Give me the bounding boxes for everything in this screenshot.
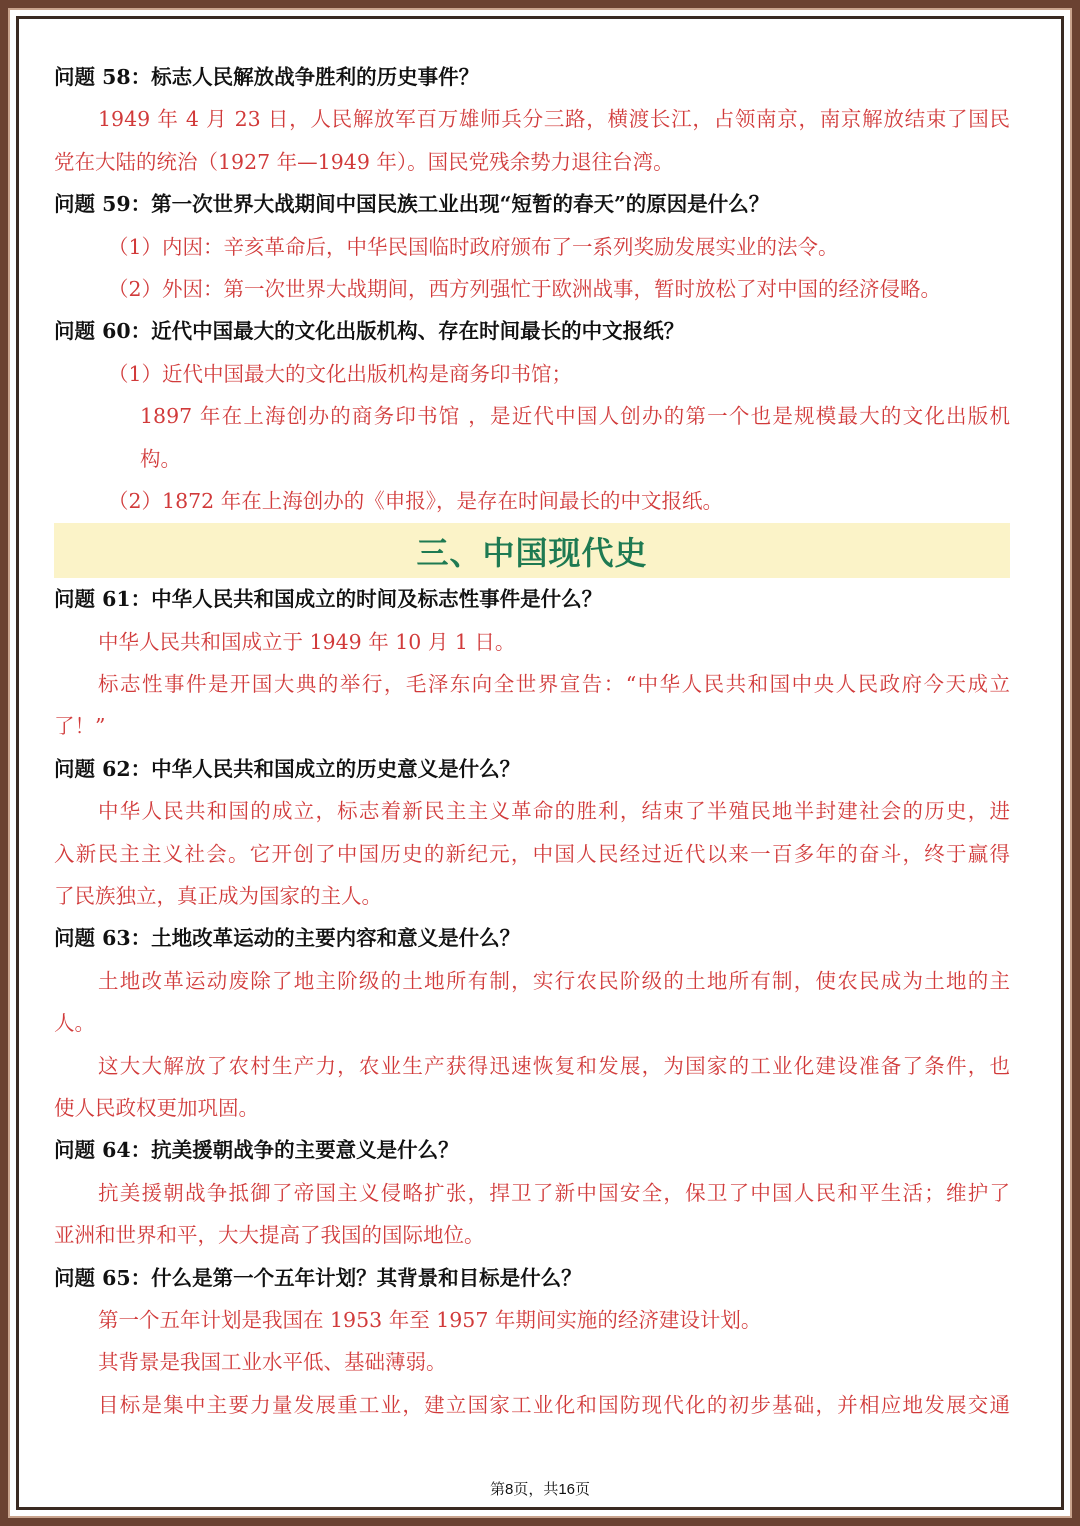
question-64-title: 问题 64：抗美援朝战争的主要意义是什么？ [54, 1138, 459, 1163]
answer-line: 亚洲和世界和平，大大提高了我国的国际地位。 [54, 1223, 485, 1248]
answer-line: 中华人民共和国成立于 1949 年 10 月 1 日。 [98, 629, 516, 654]
question-65-title: 问题 65：什么是第一个五年计划？其背景和目标是什么？ [54, 1265, 582, 1290]
question-62-title: 问题 62：中华人民共和国成立的历史意义是什么？ [54, 756, 521, 781]
section-heading: 三、中国现代史 [416, 533, 648, 572]
page-number: 第8页，共16页 [489, 1481, 591, 1498]
question-59-title: 问题 59：第一次世界大战期间中国民族工业出现“短暂的春天”的原因是什么？ [54, 192, 770, 217]
question-63-title: 问题 63：土地改革运动的主要内容和意义是什么？ [54, 926, 521, 951]
answer-line: 抗美援朝战争抵御了帝国主义侵略扩张，捍卫了新中国安全，保卫了中国人民和平生活；维护了 [98, 1180, 1010, 1205]
section-heading-band [54, 523, 1010, 578]
question-58-title: 问题 58：标志人民解放战争胜利的历史事件？ [54, 65, 480, 89]
answer-line: 土地改革运动废除了地主阶级的土地所有制，实行农民阶级的土地所有制，使农民成为土地的主 [98, 968, 1010, 993]
answer-line: （1）内因：辛亥革命后，中华民国临时政府颁布了一系列奖励发展实业的法令。 [108, 234, 839, 259]
answer-line: （2）外因：第一次世界大战期间，西方列强忙于欧洲战事，暂时放松了对中国的经济侵略。 [108, 276, 942, 301]
answer-line: 目标是集中主要力量发展重工业，建立国家工业化和国防现代化的初步基础，并相应地发展交通 [98, 1392, 1010, 1417]
answer-line: 了民族独立，真正成为国家的主人。 [54, 884, 382, 909]
answer-line: 党在大陆的统治（1927 年—1949 年）。国民党残余势力退往台湾。 [54, 149, 674, 174]
answer-line: 1949 年 4 月 23 日，人民解放军百万雄师兵分三路，横渡长江，占领南京，南京解放结束了国民 [98, 107, 1010, 132]
answer-line: 1897 年在上海创办的商务印书馆 ，是近代中国人创办的第一个也是规模最大的文化出版机 [140, 404, 1010, 429]
answer-line: 入新民主主义社会。它开创了中国历史的新纪元，中国人民经过近代以来一百多年的奋斗，终于赢得 [54, 841, 1010, 866]
question-61-title: 问题 61：中华人民共和国成立的时间及标志性事件是什么？ [54, 587, 603, 612]
answer-line: 构。 [140, 446, 181, 471]
answer-line: 了！” [54, 714, 106, 739]
answer-line: 中华人民共和国的成立，标志着新民主主义革命的胜利，结束了半殖民地半封建社会的历史，进 [98, 799, 1010, 824]
answer-line: （2）1872 年在上海创办的《申报》，是存在时间最长的中文报纸。 [108, 488, 723, 513]
answer-line: （1）近代中国最大的文化出版机构是商务印书馆； [108, 361, 573, 386]
answer-line: 这大大解放了农村生产力，农业生产获得迅速恢复和发展，为国家的工业化建设准备了条件，也 [98, 1053, 1010, 1078]
answer-line: 标志性事件是开国大典的举行，毛泽东向全世界宣告：“中华人民共和国中央人民政府今天成立 [98, 672, 1010, 697]
answer-line: 第一个五年计划是我国在 1953 年至 1957 年期间实施的经济建设计划。 [98, 1307, 762, 1332]
answer-line: 人。 [54, 1011, 95, 1036]
answer-line: 其背景是我国工业水平低、基础薄弱。 [98, 1350, 447, 1375]
question-60-title: 问题 60：近代中国最大的文化出版机构、存在时间最长的中文报纸？ [54, 319, 685, 344]
answer-line: 使人民政权更加巩固。 [54, 1095, 259, 1120]
document-body [54, 56, 1010, 1426]
